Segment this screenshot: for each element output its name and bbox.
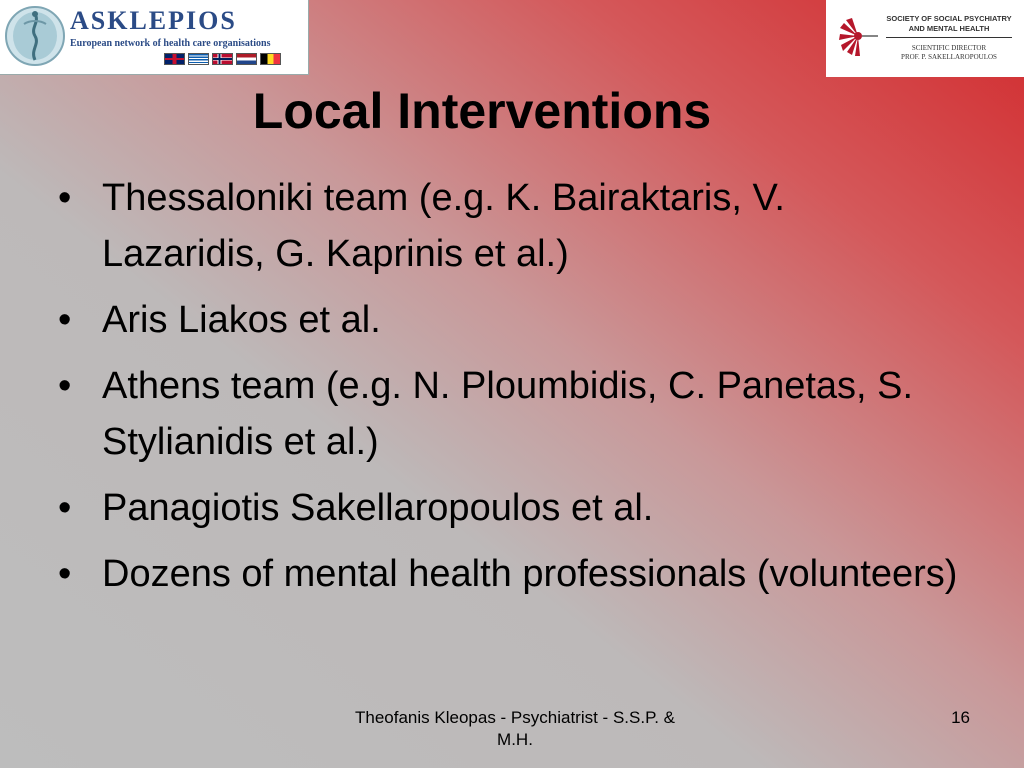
bullet-list [58,170,958,612]
greece-flag-icon [188,53,209,65]
sspmh-emblem-icon [838,14,878,58]
belgium-flag-icon [260,53,281,65]
bullet-item [58,358,958,470]
slide-title: Local Interventions [252,83,712,139]
bullet-dot-icon: • [58,177,72,219]
bullet-dot-icon: • [58,365,72,407]
footer-author: Theofanis Kleopas - Psychiatrist - S.S.P. & M.H. [355,708,675,749]
bullet-dot-icon: • [58,553,72,595]
bullet-item [58,292,958,348]
bullet-item [58,546,958,602]
netherlands-flag-icon [236,53,257,65]
flag-row [164,53,281,65]
sspmh-title [878,14,1020,34]
bullet-text: Dozens of mental health professionals (volunteers) [102,553,958,595]
sspmh-title-line2: AND MENTAL HEALTH [908,24,990,33]
bullet-dot-icon: • [58,299,72,341]
bullet-item [58,170,958,282]
sspmh-director-line1: SCIENTIFIC DIRECTOR [911,44,987,52]
sspmh-director [878,44,1020,62]
asklepios-emblem-icon [4,2,66,66]
bullet-text: Aris Liakos et al. [102,299,381,341]
sspmh-title-line1: SOCIETY OF SOCIAL PSYCHIATRY [886,14,1012,23]
asklepios-name: ASKLEPIOS [70,6,237,35]
bullet-text: Athens team (e.g. N. Ploumbidis, C. Panetas, S. Stylianidis et al.) [102,365,914,463]
bullet-item [58,480,958,536]
bullet-text: Thessaloniki team (e.g. K. Bairaktaris, V. Lazaridis, G. Kaprinis et al.) [102,177,785,275]
asklepios-logo [0,0,309,75]
sspmh-divider [886,37,1012,38]
bullet-dot-icon: • [58,487,72,529]
sspmh-director-line2: PROF. P. SAKELLAROPOULOS [901,53,997,61]
bullet-text: Panagiotis Sakellaropoulos et al. [102,487,654,529]
uk-flag-icon [164,53,185,65]
slide-number: 16 [951,708,970,727]
sspmh-logo [826,0,1024,77]
norway-flag-icon [212,53,233,65]
asklepios-tagline: European network of health care organisations [70,38,271,49]
